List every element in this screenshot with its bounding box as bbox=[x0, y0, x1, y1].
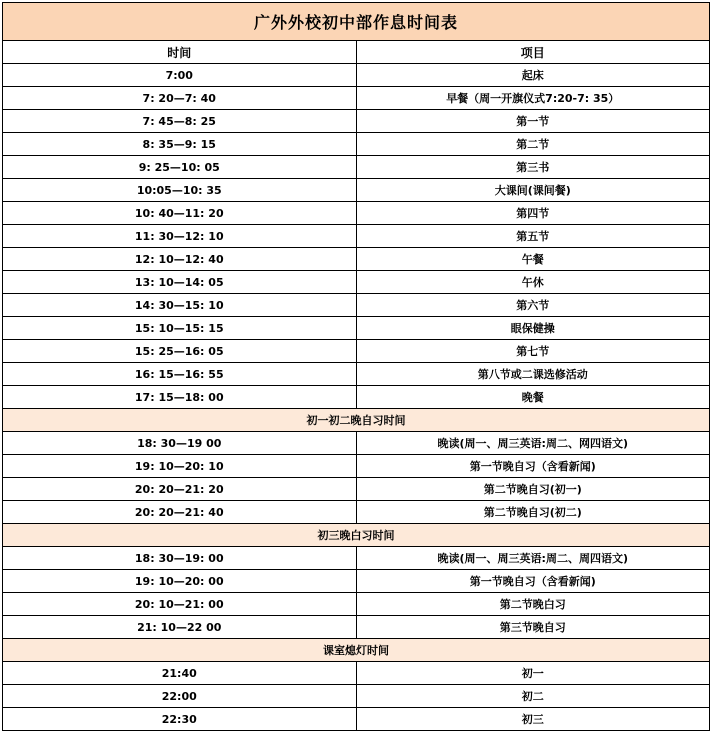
item-cell: 第一节 bbox=[356, 110, 710, 133]
time-cell: 14: 30—15: 10 bbox=[3, 294, 357, 317]
time-cell: 21:40 bbox=[3, 662, 357, 685]
table-row bbox=[3, 340, 710, 363]
table-row bbox=[3, 87, 710, 110]
grade12-evening-study-heading-row bbox=[3, 409, 710, 432]
table-row bbox=[3, 662, 710, 685]
schedule-sheet bbox=[2, 2, 710, 731]
time-cell: 13: 10—14: 05 bbox=[3, 271, 357, 294]
time-cell: 15: 25—16: 05 bbox=[3, 340, 357, 363]
item-cell: 初一 bbox=[356, 662, 710, 685]
header-row bbox=[3, 41, 710, 64]
time-cell: 7: 45—8: 25 bbox=[3, 110, 357, 133]
time-cell: 19: 10—20: 10 bbox=[3, 455, 357, 478]
table-row bbox=[3, 616, 710, 639]
lights-out-heading: 课室熄灯时间 bbox=[3, 639, 710, 662]
time-cell: 18: 30—19 00 bbox=[3, 432, 357, 455]
table-row bbox=[3, 455, 710, 478]
table-row bbox=[3, 478, 710, 501]
column-header-item: 项目 bbox=[356, 41, 710, 64]
time-cell: 9: 25—10: 05 bbox=[3, 156, 357, 179]
lights-out-heading-row bbox=[3, 639, 710, 662]
item-cell: 第二节晚白习 bbox=[356, 593, 710, 616]
item-cell: 晚读(周一、周三英语:周二、周四语文) bbox=[356, 547, 710, 570]
item-cell: 第六节 bbox=[356, 294, 710, 317]
time-cell: 19: 10—20: 00 bbox=[3, 570, 357, 593]
table-row bbox=[3, 294, 710, 317]
table-row bbox=[3, 317, 710, 340]
time-cell: 17: 15—18: 00 bbox=[3, 386, 357, 409]
page-title: 广外外校初中部作息时间表 bbox=[3, 3, 710, 41]
item-cell: 初三 bbox=[356, 708, 710, 731]
table-row bbox=[3, 432, 710, 455]
time-cell: 10:05—10: 35 bbox=[3, 179, 357, 202]
item-cell: 第一节晚自习（含看新闻) bbox=[356, 455, 710, 478]
table-row bbox=[3, 570, 710, 593]
column-header-time: 时间 bbox=[3, 41, 357, 64]
table-row bbox=[3, 156, 710, 179]
time-cell: 21: 10—22 00 bbox=[3, 616, 357, 639]
item-cell: 第三书 bbox=[356, 156, 710, 179]
item-cell: 大课间(课间餐) bbox=[356, 179, 710, 202]
time-cell: 7: 20—7: 40 bbox=[3, 87, 357, 110]
table-row bbox=[3, 547, 710, 570]
item-cell: 第二节晚自习(初一) bbox=[356, 478, 710, 501]
table-row bbox=[3, 110, 710, 133]
time-cell: 22:30 bbox=[3, 708, 357, 731]
schedule-table bbox=[2, 2, 710, 731]
item-cell: 第一节晚自习（含看新闻) bbox=[356, 570, 710, 593]
table-row bbox=[3, 708, 710, 731]
table-row bbox=[3, 248, 710, 271]
time-cell: 7:00 bbox=[3, 64, 357, 87]
time-cell: 15: 10—15: 15 bbox=[3, 317, 357, 340]
item-cell: 晚餐 bbox=[356, 386, 710, 409]
table-row bbox=[3, 363, 710, 386]
item-cell: 晚读(周一、周三英语:周二、网四语文) bbox=[356, 432, 710, 455]
time-cell: 10: 40—11: 20 bbox=[3, 202, 357, 225]
table-row bbox=[3, 225, 710, 248]
item-cell: 午餐 bbox=[356, 248, 710, 271]
item-cell: 第四节 bbox=[356, 202, 710, 225]
table-row bbox=[3, 133, 710, 156]
table-row bbox=[3, 202, 710, 225]
time-cell: 20: 20—21: 40 bbox=[3, 501, 357, 524]
grade3-evening-study-heading-row bbox=[3, 524, 710, 547]
item-cell: 起床 bbox=[356, 64, 710, 87]
grade12-evening-study-heading: 初一初二晚自习时间 bbox=[3, 409, 710, 432]
time-cell: 8: 35—9: 15 bbox=[3, 133, 357, 156]
item-cell: 午休 bbox=[356, 271, 710, 294]
time-cell: 22:00 bbox=[3, 685, 357, 708]
grade3-evening-study-heading: 初三晚白习时间 bbox=[3, 524, 710, 547]
item-cell: 第三节晚自习 bbox=[356, 616, 710, 639]
title-row bbox=[3, 3, 710, 41]
table-row bbox=[3, 271, 710, 294]
item-cell: 早餐（周一开旗仪式7:20-7: 35） bbox=[356, 87, 710, 110]
item-cell: 第五节 bbox=[356, 225, 710, 248]
item-cell: 初二 bbox=[356, 685, 710, 708]
time-cell: 18: 30—19: 00 bbox=[3, 547, 357, 570]
item-cell: 眼保健操 bbox=[356, 317, 710, 340]
item-cell: 第二节晚自习(初二) bbox=[356, 501, 710, 524]
table-row bbox=[3, 386, 710, 409]
item-cell: 第七节 bbox=[356, 340, 710, 363]
table-row bbox=[3, 685, 710, 708]
time-cell: 12: 10—12: 40 bbox=[3, 248, 357, 271]
table-row bbox=[3, 593, 710, 616]
item-cell: 第二节 bbox=[356, 133, 710, 156]
table-row bbox=[3, 64, 710, 87]
table-row bbox=[3, 179, 710, 202]
table-row bbox=[3, 501, 710, 524]
time-cell: 20: 20—21: 20 bbox=[3, 478, 357, 501]
time-cell: 11: 30—12: 10 bbox=[3, 225, 357, 248]
time-cell: 16: 15—16: 55 bbox=[3, 363, 357, 386]
time-cell: 20: 10—21: 00 bbox=[3, 593, 357, 616]
item-cell: 第八节或二课选修活动 bbox=[356, 363, 710, 386]
